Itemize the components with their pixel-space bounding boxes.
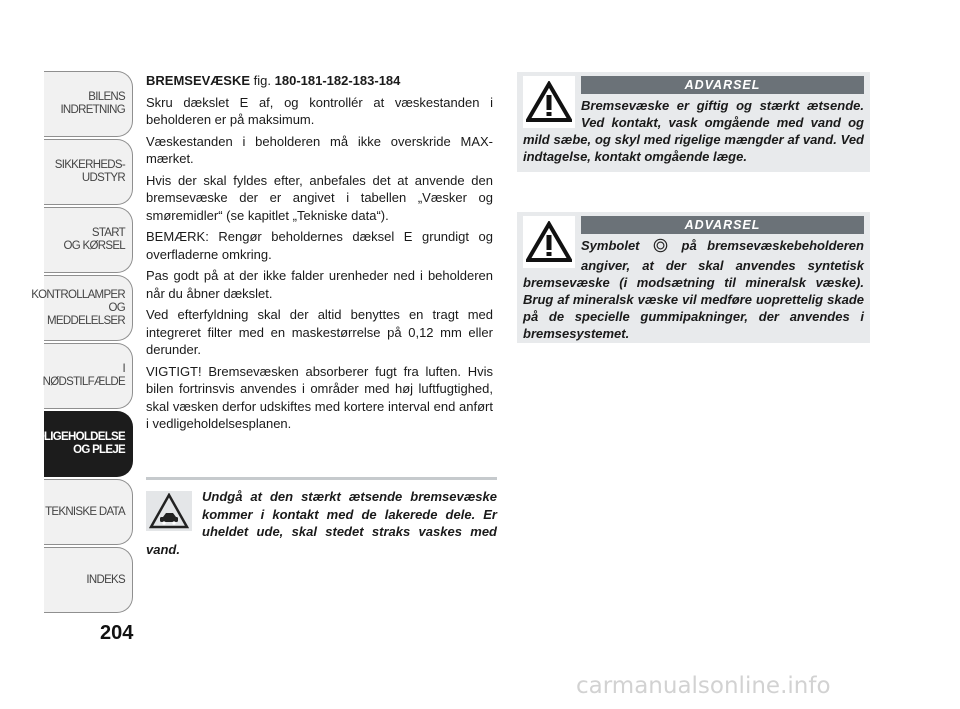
tab-label: TEKNISKE DATA [45, 505, 125, 518]
warning-box-toxic [517, 72, 870, 172]
tab-i-nodstilfaelde[interactable] [44, 343, 133, 409]
warning-text: Bremsevæske er giftig og stærkt ætsende. Ved kontakt, vask omgående med vand og mild sæbe, og skyl med rigelige mængder af vand. Ved indtagelse, kontakt omgående læge. [523, 98, 864, 164]
caution-note [146, 477, 497, 558]
heading-figure-numbers: 180-181-182-183-184 [274, 73, 401, 88]
tab-label: KONTROLLAMPER OG MEDDELELSER [31, 288, 125, 327]
car-caution-icon [146, 491, 192, 531]
tab-bilens-indretning[interactable] [44, 71, 133, 137]
warning-label: ADVARSEL [581, 76, 864, 94]
warning-label: ADVARSEL [581, 216, 864, 234]
paragraph: Skru dækslet E af, og kontrollér at væskestanden i beholderen er på maksimum. [146, 94, 493, 127]
section-heading [146, 72, 493, 90]
tab-start-og-korsel[interactable] [44, 207, 133, 273]
paragraph: VIGTIGT! Bremsevæsken absorberer fugt fra luften. Hvis bilen fortrinsvis anvendes i områder med høj luftfugtighed, skal væsken derfor udskiftes med kortere interval end anført i vedligeholdelsesplanen. [146, 363, 493, 431]
watermark: carmanualsonline.info [576, 673, 831, 699]
warning-text-start: Symbolet [581, 238, 640, 253]
warning-triangle-icon [523, 76, 575, 128]
tab-tekniske-data[interactable] [44, 479, 133, 545]
warning-triangle-icon [523, 216, 575, 268]
tab-label: START OG KØRSEL [63, 227, 125, 252]
tab-label: I NØDSTILFÆLDE [42, 363, 126, 388]
tab-kontrollamper[interactable] [31, 275, 133, 341]
warning-box-synthetic [517, 212, 870, 343]
paragraph: Hvis der skal fyldes efter, anbefales det at anvende den bremsevæske der er angivet i tabellen „Væsker og smøremidler“ (se kapitlet „Tekniske data“). [146, 172, 493, 223]
tab-indeks[interactable] [44, 547, 133, 613]
caution-text: Undgå at den stærkt ætsende bremsevæske kommer i kontakt med de lakerede dele. Er uheldet ude, skal stedet straks vaskes med vand. [146, 489, 497, 557]
paragraph: BEMÆRK: Rengør beholdernes dæksel E grundigt og overfladerne omkring. [146, 229, 493, 262]
tab-vedligeholdelse-og-pleje[interactable] [22, 411, 133, 477]
heading-title: BREMSEVÆSKE [146, 73, 251, 88]
tab-label: INDEKS [86, 573, 125, 586]
paragraph: Pas godt på at der ikke falder urenheder ned i beholderen når du åbner dækslet. [146, 268, 493, 301]
warning-text-end: på bremsevæskebeholderen angiver, at der skal anvendes syntetisk bremsevæske (i modsætning til mineralsk væske). Brug af mineralsk væske vil medføre uoprettelig skade på de specielle gummipakninger, der anvendes i bremsesystemet. [523, 238, 864, 341]
heading-fig: fig. [253, 73, 271, 88]
tab-label: VEDLIGEHOLDELSE OG PLEJE [22, 431, 125, 456]
paragraph: Ved efterfyldning skal der altid benyttes en tragt med integreret filter med en maskestørrelse på 0,12 mm eller derunder. [146, 307, 493, 357]
tab-label: SIKKERHEDS- UDSTYR [54, 159, 125, 184]
chapter-tabs [22, 71, 133, 615]
tab-sikkerhedsudstyr[interactable] [44, 139, 133, 205]
page-number: 204 [100, 622, 134, 644]
paragraph: Væskestanden i beholderen må ikke overskride MAX-mærket. [146, 133, 493, 166]
brake-fluid-symbol-icon [653, 238, 668, 257]
main-text-column [146, 72, 493, 437]
tab-label: BILENS INDRETNING [60, 91, 125, 116]
